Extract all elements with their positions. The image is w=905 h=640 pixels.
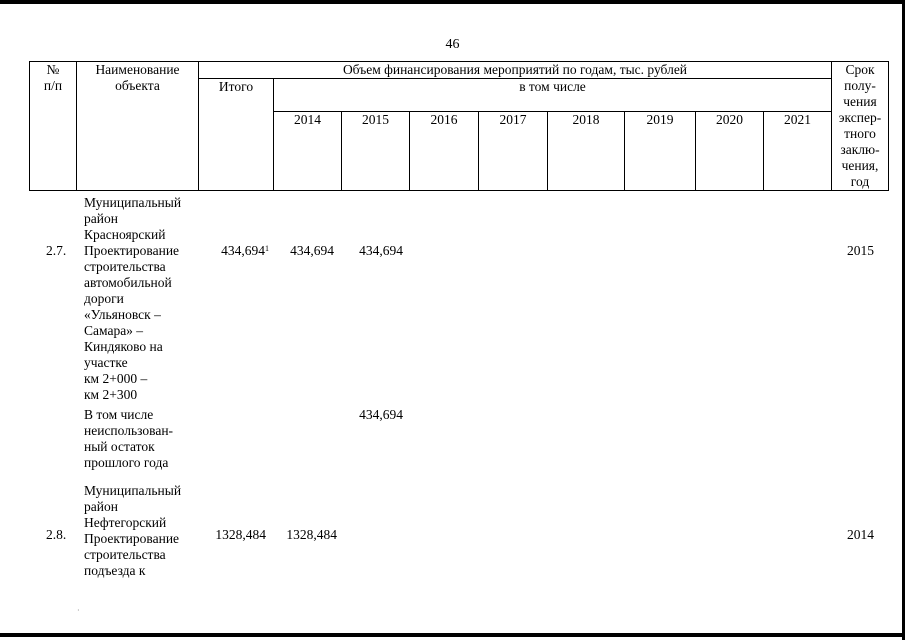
- including-header: в том числе: [274, 79, 832, 112]
- page-number: 46: [445, 37, 460, 52]
- row-2-8-deadline: 2014: [847, 527, 874, 542]
- year-header: 2019: [625, 112, 696, 191]
- row-2-8-name: Муниципальный район Нефтегорский Проектирование строительства подъезда к: [84, 483, 182, 578]
- row-2-8-total: 1328,484: [215, 527, 266, 542]
- year-header: 2017: [479, 112, 548, 191]
- row-2-8-number: 2.8.: [46, 527, 67, 542]
- row-2-7-2015: 434,694: [359, 243, 403, 258]
- funding-header: Объем финансирования мероприятий по годам, тыс. рублей: [199, 62, 832, 79]
- scan-speck: ·: [77, 606, 80, 615]
- year-header: 2016: [410, 112, 479, 191]
- year-header: 2020: [696, 112, 764, 191]
- year-header: 2015: [342, 112, 410, 191]
- row-2-8-2014: 1328,484: [286, 527, 337, 542]
- column-number-header: № п/п: [30, 62, 77, 191]
- year-header: 2021: [764, 112, 832, 191]
- financing-table-header: [29, 61, 889, 191]
- column-name-header: Наименование объекта: [77, 62, 199, 191]
- page-frame-bottom: [0, 633, 905, 637]
- year-header: 2014: [274, 112, 342, 191]
- row-2-7-2014: 434,694: [290, 243, 334, 258]
- footnote-marker: 1: [265, 244, 269, 253]
- row-2-7-sub-name: В том числе неиспользован- ный остаток прошлого года: [84, 407, 174, 470]
- year-header: 2018: [548, 112, 625, 191]
- page-frame-top: [0, 0, 905, 4]
- row-2-7-total: 434,694$^1$: [221, 243, 269, 258]
- deadline-header: Срок полу- чения экспер- тного заклю- чения, год: [832, 62, 889, 191]
- total-header: Итого: [199, 79, 274, 191]
- row-2-7-number: 2.7.: [46, 243, 67, 258]
- row-2-7-deadline: 2015: [847, 243, 874, 258]
- row-2-7-sub-2015: 434,694: [359, 407, 403, 422]
- row-2-7-name: Муниципальный район Красноярский Проектирование строительства автомобильной дороги «Ульяновск – Самара» – Киндяково на участке км 2+000 – км 2+300: [84, 195, 182, 402]
